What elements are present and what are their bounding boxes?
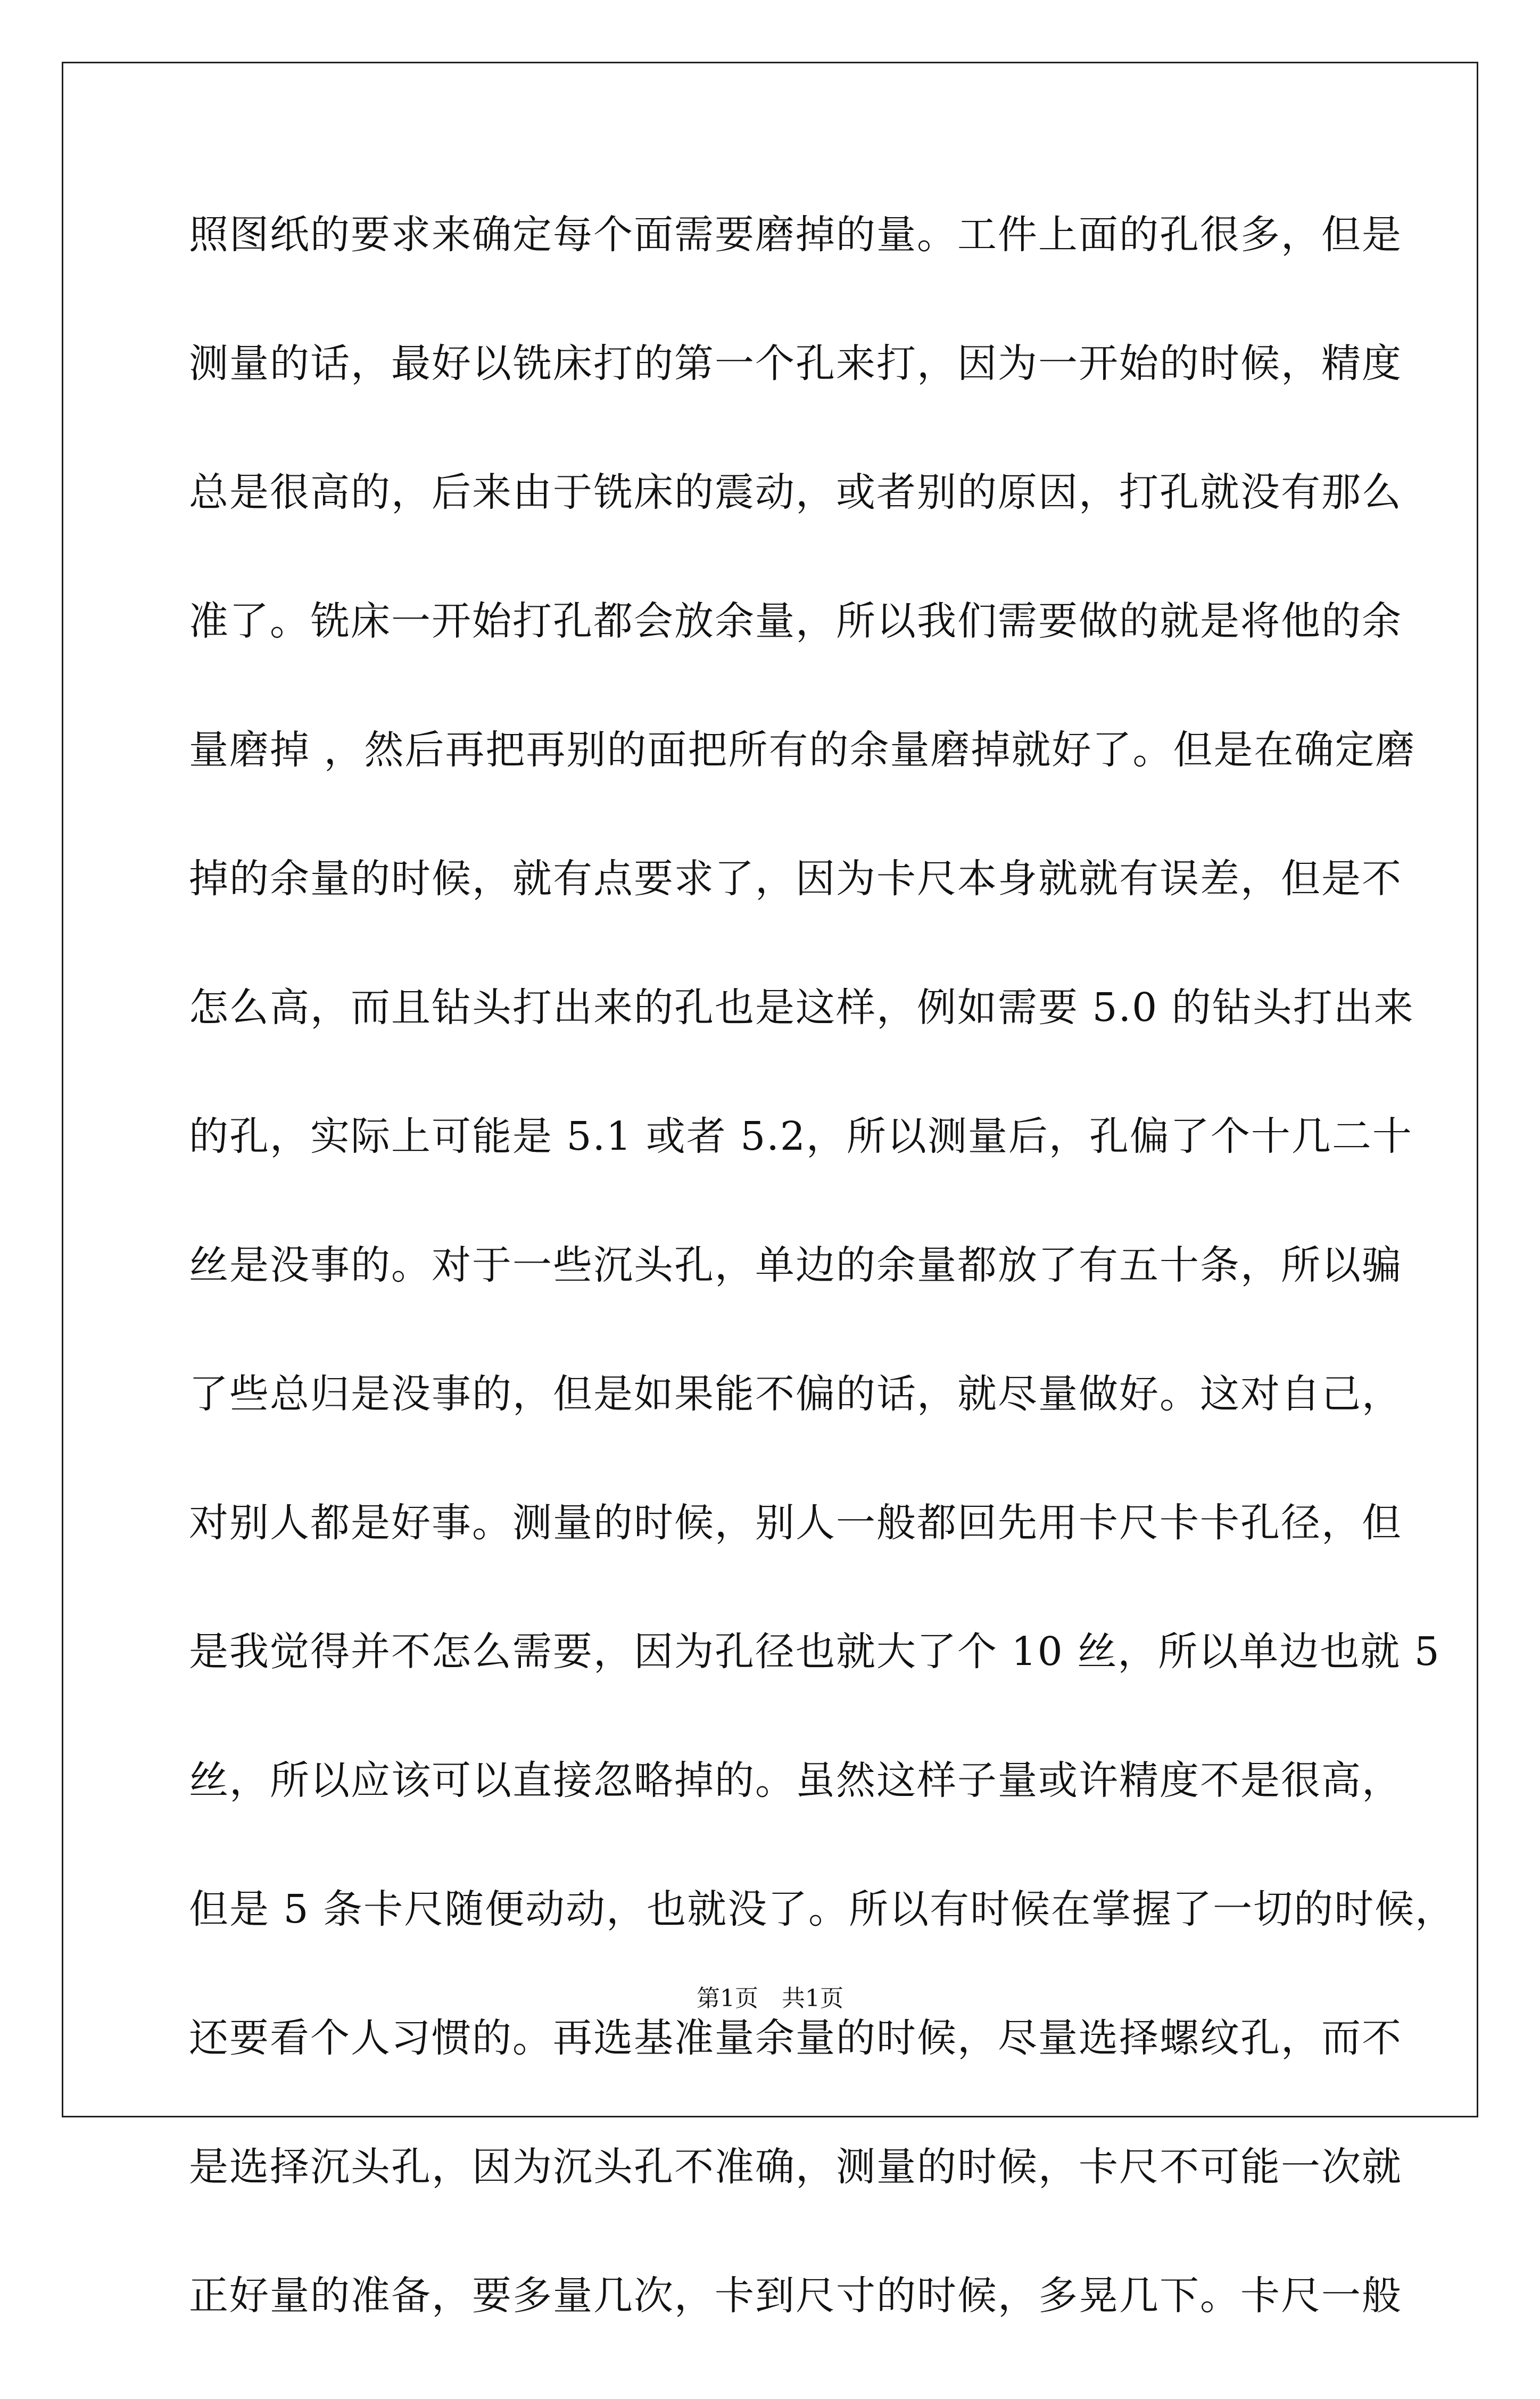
page-number-footer: 第1页 共1页 bbox=[697, 1985, 843, 2012]
text-line: 还要看个人习惯的。再选基准量余量的时候，尽量选择螺纹孔，而不 bbox=[189, 2015, 1402, 2061]
text-line: 是我觉得并不怎么需要，因为孔径也就大了个 10 丝，所以单边也就 5 bbox=[189, 1629, 1440, 1675]
text-line: 是选择沉头孔，因为沉头孔不准确，测量的时候，卡尺不可能一次就 bbox=[189, 2144, 1402, 2190]
text-line: 测量的话，最好以铣床打的第一个孔来打，因为一开始的时候，精度 bbox=[189, 341, 1402, 386]
text-line: 的孔，实际上可能是 5.1 或者 5.2，所以测量后，孔偏了个十几二十 bbox=[189, 1114, 1413, 1159]
text-line: 怎么高，而且钻头打出来的孔也是这样，例如需要 5.0 的钻头打出来 bbox=[189, 985, 1414, 1031]
text-line: 掉的余量的时候，就有点要求了，因为卡尺本身就就有误差，但是不 bbox=[189, 856, 1402, 902]
text-line: 照图纸的要求来确定每个面需要磨掉的量。工件上面的孔很多，但是 bbox=[189, 212, 1402, 258]
text-line: 丝，所以应该可以直接忽略掉的。虽然这样子量或许精度不是很高， bbox=[189, 1758, 1402, 1803]
text-line: 量磨掉 ，然后再把再别的面把所有的余量磨掉就好了。但是在确定磨 bbox=[189, 727, 1416, 773]
text-line: 准了。铣床一开始打孔都会放余量，所以我们需要做的就是将他的余 bbox=[189, 598, 1402, 644]
text-line: 正好量的准备，要多量几次，卡到尺寸的时候，多晃几下。卡尺一般 bbox=[189, 2273, 1402, 2319]
text-line: 但是 5 条卡尺随便动动，也就没了。所以有时候在掌握了一切的时候， bbox=[189, 1886, 1456, 1932]
text-line: 了些总归是没事的，但是如果能不偏的话，就尽量做好。这对自己， bbox=[189, 1371, 1402, 1417]
document-body bbox=[189, 209, 1456, 2399]
text-line: 丝是没事的。对于一些沉头孔，单边的余量都放了有五十条，所以骗 bbox=[189, 1242, 1402, 1288]
text-line: 对别人都是好事。测量的时候，别人一般都回先用卡尺卡卡孔径，但 bbox=[189, 1500, 1402, 1546]
text-line: 总是很高的，后来由于铣床的震动，或者别的原因，打孔就没有那么 bbox=[189, 469, 1402, 515]
